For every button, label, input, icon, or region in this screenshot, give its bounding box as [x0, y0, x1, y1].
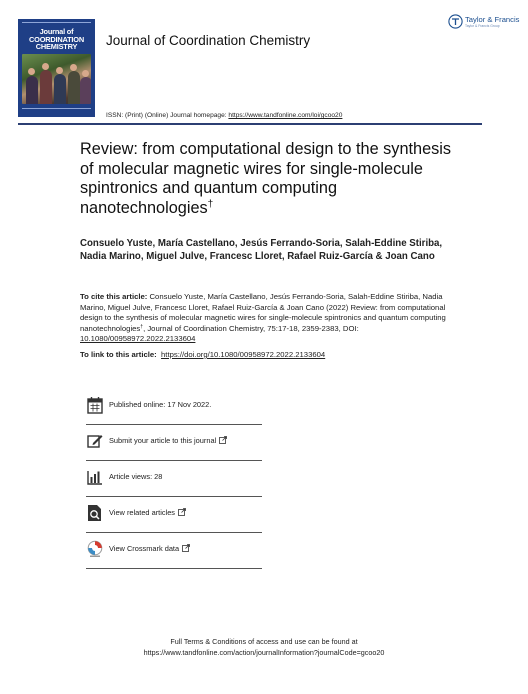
journal-title[interactable]: Journal of Coordination Chemistry [106, 33, 311, 48]
journal-homepage-link[interactable]: https://www.tandfonline.com/loi/gcoo20 [228, 112, 343, 119]
cover-title [22, 28, 91, 51]
external-link-icon [219, 436, 227, 444]
issn-text: ISSN: (Print) (Online) Journal homepage: [106, 112, 229, 119]
footer [0, 637, 528, 658]
search-document-icon [87, 504, 103, 522]
publisher-logo[interactable] [448, 14, 518, 30]
calendar-icon [87, 396, 103, 414]
submit-article-item[interactable] [86, 424, 262, 460]
cite-text: Consuelo Yuste, María Castellano, Jesús Ferrando-Soria, Salah-Eddine Stiriba, Nadia Marino, Miguel Julve, Francesc Lloret, Rafael Ruiz-García & Joan Cano (2022) Review: from computational design to the synthesis of molecular magnetic wires for single-molecule spintronics and quantum computing nanotechnologies [80, 292, 446, 333]
related-articles-text: View related articles [109, 508, 175, 517]
divider [86, 568, 262, 569]
link-label: To link to this article: [80, 350, 157, 359]
article-link-line [80, 350, 325, 359]
cite-label: To cite this article: [80, 292, 148, 301]
cover-title-line: CHEMISTRY [35, 42, 78, 52]
related-articles-label [109, 508, 186, 517]
cite-dagger: † [140, 323, 144, 330]
published-online-item [86, 388, 262, 424]
article-doi-link[interactable]: https://doi.org/10.1080/00958972.2022.2133604 [161, 350, 326, 359]
journal-cover [18, 19, 95, 117]
cover-title-line: COORDINATION [29, 34, 84, 44]
article-title-text: Review: from computational design to the synthesis of molecular magnetic wires for single-molecule spintronics and quantum computing nanotechnologies [80, 140, 452, 217]
related-articles-item[interactable] [86, 496, 262, 532]
publisher-name: Taylor & Francis [465, 15, 520, 24]
cite-doi-link[interactable]: 10.1080/00958972.2022.2133604 [80, 334, 196, 343]
cover-photo [22, 54, 91, 104]
article-views-label: Article views: 28 [109, 472, 163, 481]
cover-bottom-rule [22, 108, 91, 115]
article-views-item[interactable] [86, 460, 262, 496]
cover-top-rule [22, 22, 91, 26]
crossmark-item[interactable] [86, 532, 262, 568]
publisher-logo-icon [448, 14, 463, 29]
footer-terms-text: Full Terms & Conditions of access and use can be found at [170, 637, 358, 646]
cover-title-line: Journal of [39, 27, 74, 36]
published-online-label: Published online: 17 Nov 2022. [109, 400, 212, 409]
submit-article-text: Submit your article to this journal [109, 436, 217, 445]
title-dagger: † [207, 198, 214, 210]
article-authors: Consuelo Yuste, María Castellano, Jesús Ferrando-Soria, Salah-Eddine Stiriba, Nadia Marino, Miguel Julve, Francesc Lloret, Rafael Ruiz-García & Joan Cano [80, 238, 443, 263]
article-title [80, 140, 452, 218]
crossmark-text: View Crossmark data [109, 544, 180, 553]
footer-terms-link[interactable]: https://www.tandfonline.com/action/journalInformation?journalCode=gcoo20 [143, 647, 385, 657]
publisher-tagline: Taylor & Francis Group [465, 24, 500, 28]
header-rule [18, 123, 482, 125]
crossmark-label [109, 544, 190, 553]
cite-tail: , Journal of Coordination Chemistry, 75:17-18, 2359-2383, DOI: [143, 323, 359, 333]
external-link-icon [182, 544, 190, 552]
bar-chart-icon [87, 468, 103, 486]
crossmark-icon [87, 540, 103, 558]
edit-icon [87, 432, 103, 450]
external-link-icon [178, 508, 186, 516]
issn-line [106, 112, 342, 119]
submit-article-label [109, 436, 227, 445]
citation-block [80, 292, 452, 345]
